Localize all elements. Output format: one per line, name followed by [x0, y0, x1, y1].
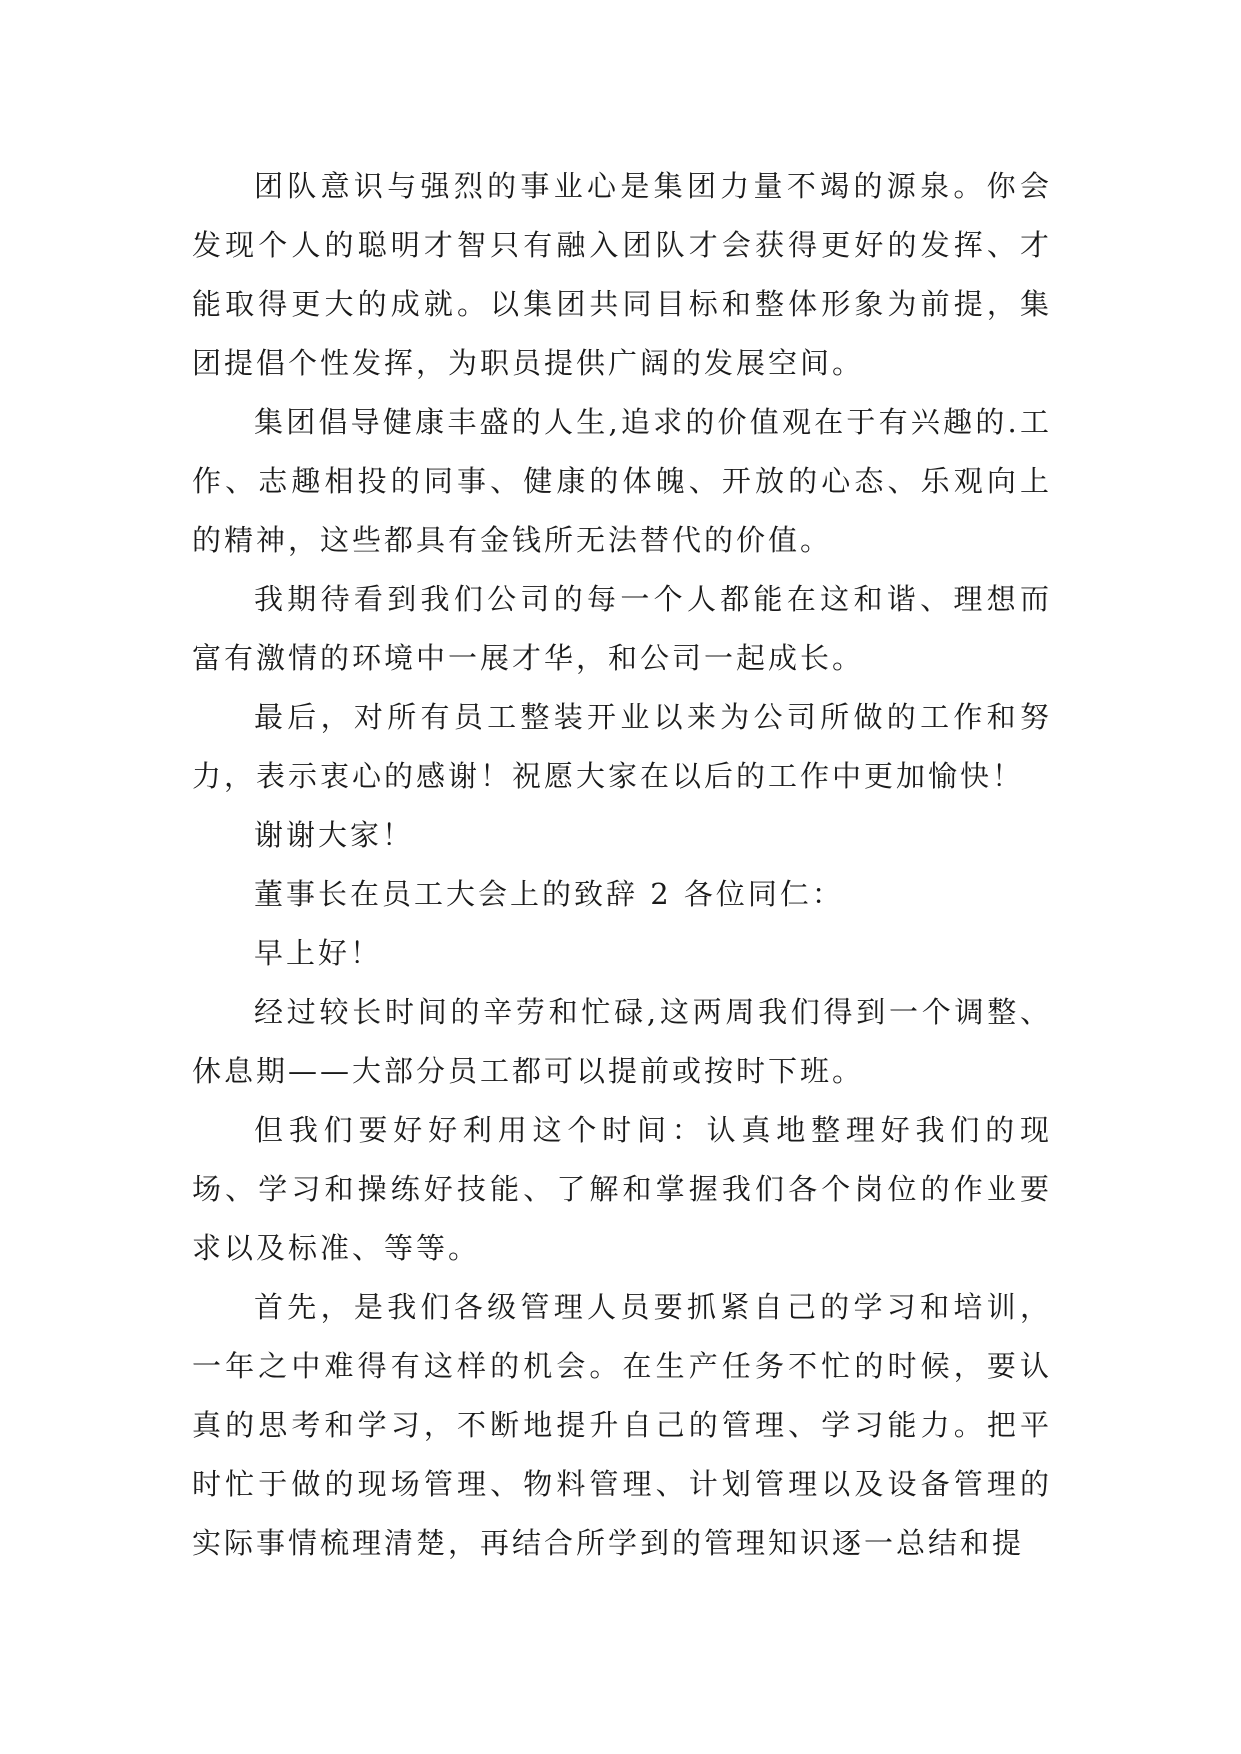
paragraph-speech-title: 董事长在员工大会上的致辞 2 各位同仁：: [254, 877, 844, 911]
paragraph-team-spirit: 团队意识与强烈的事业心是集团力量不竭的源泉。你会发现个人的聪明才智只有融入团队才会获得更好的发挥、才能取得更大的成就。以集团共同目标和整体形象为前提，集团提倡个性发挥，为职员提供广阔的发展空间。: [192, 169, 1052, 380]
paragraph-closing: 谢谢大家！: [254, 818, 415, 852]
paragraph-management-training: 首先，是我们各级管理人员要抓紧自己的学习和培训，一年之中难得有这样的机会。在生产任务不忙的时候，要认真的思考和学习，不断地提升自己的管理、学习能力。把平时忙于做的现场管理、物料管理、计划管理以及设备管理的实际事情梳理清楚，再结合所学到的管理知识逐一总结和提: [192, 1290, 1052, 1560]
paragraph-thanks: 最后，对所有员工整装开业以来为公司所做的工作和努力，表示衷心的感谢！祝愿大家在以后的工作中更加愉快！: [192, 700, 1052, 793]
paragraph-healthy-life: 集团倡导健康丰盛的人生,追求的价值观在于有兴趣的.工作、志趣相投的同事、健康的体魄、开放的心态、乐观向上的精神，这些都具有金钱所无法替代的价值。: [192, 405, 1052, 557]
paragraph-rest-period: 经过较长时间的辛劳和忙碌,这两周我们得到一个调整、休息期——大部分员工都可以提前或按时下班。: [192, 995, 1052, 1088]
paragraph-greeting: 早上好！: [254, 936, 383, 970]
paragraph-use-time: 但我们要好好利用这个时间：认真地整理好我们的现场、学习和操练好技能、了解和掌握我们各个岗位的作业要求以及标准、等等。: [192, 1113, 1052, 1265]
paragraph-expectation: 我期待看到我们公司的每一个人都能在这和谐、理想而富有激情的环境中一展才华，和公司一起成长。: [192, 582, 1052, 675]
document-body: [192, 157, 1052, 1573]
